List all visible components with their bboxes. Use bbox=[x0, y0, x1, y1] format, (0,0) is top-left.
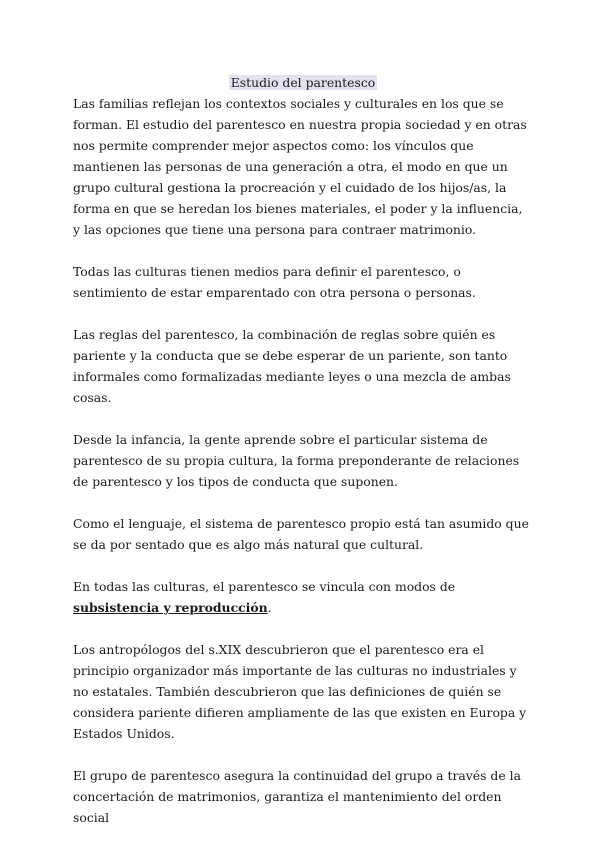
subsistence-text-after: . bbox=[267, 600, 272, 615]
paragraph-subsistence bbox=[73, 576, 533, 618]
paragraph-language: Como el lenguaje, el sistema de parentesco propio está tan asumido que se da por sentado que es algo más natural que cultural. bbox=[73, 516, 529, 552]
paragraph-kinship-group: El grupo de parentesco asegura la continuidad del grupo a través de la concertación de matrimonios, garantiza el mantenimiento del orden social bbox=[73, 768, 521, 825]
document-title: Estudio del parentesco bbox=[230, 75, 376, 90]
document-body bbox=[73, 72, 533, 849]
subsistence-link[interactable]: subsistencia y reproducción bbox=[73, 600, 268, 615]
paragraph-definition: Todas las culturas tienen medios para definir el parentesco, o sentimiento de estar emparentado con otra persona o personas. bbox=[73, 264, 476, 300]
subsistence-text-before: En todas las culturas, el parentesco se vincula con modos de bbox=[73, 579, 456, 594]
paragraph-childhood: Desde la infancia, la gente aprende sobre el particular sistema de parentesco de su propia cultura, la forma preponderante de relaciones de parentesco y los tipos de conducta que suponen. bbox=[73, 432, 520, 489]
title-line bbox=[73, 72, 533, 93]
paragraph-intro: Las familias reflejan los contextos sociales y culturales en los que se forman. El estudio del parentesco en nuestra propia sociedad y en otras nos permite comprender mejor aspectos como: los vínculos que mantienen las personas de una generación a otra, el modo en que un grupo cultural gestiona la procreación y el cuidado de los hijos/as, la forma en que se heredan los bienes materiales, el poder y la influencia, y las opciones que tiene una persona para contraer matrimonio. bbox=[73, 96, 527, 237]
paragraph-anthropologists: Los antropólogos del s.XIX descubrieron que el parentesco era el principio organizador más importante de las culturas no industriales y no estatales. También descubrieron que las definiciones de quién se considera pariente difieren ampliamente de las que existen en Europa y Estados Unidos. bbox=[73, 642, 527, 741]
paragraph-rules: Las reglas del parentesco, la combinación de reglas sobre quién es pariente y la conducta que se debe esperar de un pariente, son tanto informales como formalizadas mediante leyes o una mezcla de ambas cosas. bbox=[73, 327, 511, 405]
